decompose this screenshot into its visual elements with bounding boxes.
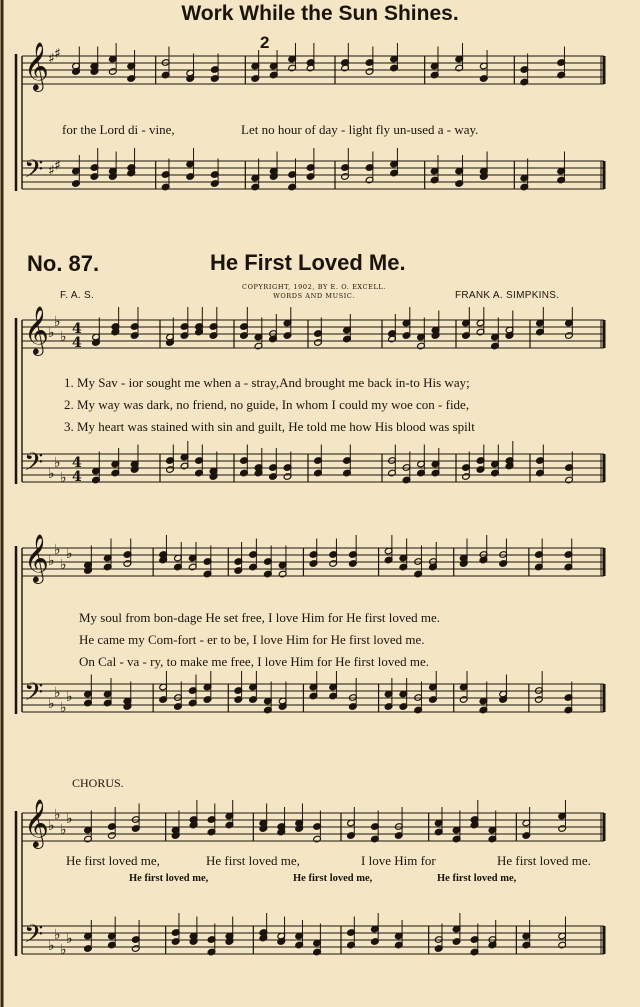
key-signature: ♭ bbox=[60, 822, 67, 838]
key-signature: ♭ bbox=[60, 470, 67, 486]
key-signature: ♭ bbox=[48, 938, 55, 954]
key-signature: ♭ bbox=[48, 553, 55, 569]
copyright-notice: COPYRIGHT, 1902, BY E. O. EXCELL. bbox=[242, 283, 386, 291]
key-signature: ♭ bbox=[48, 818, 55, 834]
bass-clef: 𝄢 bbox=[24, 920, 44, 955]
key-signature: ♭ bbox=[54, 314, 61, 330]
key-signature: ♭ bbox=[60, 557, 67, 573]
chorus-bass-lyric: He first loved me, bbox=[437, 873, 517, 884]
verse-line-2a: 2. My way was dark, no friend, no guide, In whom I could my woe con - fide, bbox=[64, 397, 470, 412]
treble-clef: 𝄞 bbox=[24, 533, 49, 582]
chorus-bass-lyric: He first loved me, bbox=[293, 873, 373, 884]
verse-line-1a: 1. My Sav - ior sought me when a - stray,And brought me back in-to His way; bbox=[64, 375, 470, 390]
treble-clef: 𝄞 bbox=[24, 305, 49, 354]
chorus-lyric: I love Him for bbox=[361, 853, 436, 868]
bass-clef: 𝄢 bbox=[24, 155, 44, 190]
key-signature: ♭ bbox=[54, 927, 61, 943]
composer-credit: FRANK A. SIMPKINS. bbox=[455, 290, 560, 301]
verse-number-marker: 2 bbox=[260, 33, 270, 52]
copyright-scope: WORDS AND MUSIC. bbox=[273, 292, 355, 300]
lyricist-credit: F. A. S. bbox=[60, 290, 95, 301]
chorus-bass-lyric: He first loved me, bbox=[129, 873, 209, 884]
prev-lyric-segment: Let no hour of day - light fly un-used a - way. bbox=[241, 122, 479, 137]
chorus-lyric: He first loved me, bbox=[66, 853, 160, 868]
hymn-title: He First Loved Me. bbox=[210, 250, 406, 275]
key-signature: ♯ bbox=[48, 51, 55, 67]
key-signature: ♯ bbox=[54, 46, 61, 62]
verse-line-1b: My soul from bon-dage He set free, I love Him for He first loved me. bbox=[79, 610, 441, 625]
key-signature: ♭ bbox=[60, 329, 67, 345]
verse-line-3a: 3. My heart was stained with sin and guilt, He told me how His blood was spilt bbox=[64, 419, 475, 434]
key-signature: ♭ bbox=[48, 696, 55, 712]
time-signature: 4 bbox=[72, 335, 82, 351]
chorus-label: CHORUS. bbox=[72, 776, 124, 790]
key-signature: ♭ bbox=[66, 811, 73, 827]
chorus-lyric: He first loved me, bbox=[206, 853, 300, 868]
chorus-lyric: He first loved me. bbox=[497, 853, 591, 868]
key-signature: ♭ bbox=[54, 685, 61, 701]
treble-clef: 𝄞 bbox=[24, 41, 49, 90]
key-signature: ♭ bbox=[54, 455, 61, 471]
key-signature: ♭ bbox=[66, 689, 73, 705]
previous-hymn-title: Work While the Sun Shines. bbox=[181, 2, 459, 25]
key-signature: ♯ bbox=[54, 158, 61, 174]
verse-line-3b: On Cal - va - ry, to make me free, I love Him for He first loved me. bbox=[79, 654, 430, 669]
prev-lyric-line bbox=[241, 122, 478, 138]
bass-clef: 𝄢 bbox=[24, 448, 44, 483]
key-signature: ♯ bbox=[48, 163, 55, 179]
verse-line-2b: He came my Com-fort - er to be, I love Him for He first loved me. bbox=[79, 632, 425, 647]
key-signature: ♭ bbox=[60, 700, 67, 716]
time-signature: 4 bbox=[72, 321, 82, 337]
key-signature: ♭ bbox=[54, 807, 61, 823]
treble-clef: 𝄞 bbox=[24, 798, 49, 847]
time-signature: 4 bbox=[72, 455, 82, 471]
key-signature: ♭ bbox=[66, 546, 73, 562]
time-signature: 4 bbox=[72, 469, 82, 485]
prev-lyric-line bbox=[62, 122, 175, 138]
bass-clef: 𝄢 bbox=[24, 678, 44, 713]
prev-lyric-segment: for the Lord di - vine, bbox=[62, 122, 175, 137]
key-signature: ♭ bbox=[60, 942, 67, 958]
key-signature: ♭ bbox=[48, 466, 55, 482]
key-signature: ♭ bbox=[66, 931, 73, 947]
key-signature: ♭ bbox=[48, 325, 55, 341]
hymn-number: No. 87. bbox=[27, 251, 100, 276]
key-signature: ♭ bbox=[54, 542, 61, 558]
